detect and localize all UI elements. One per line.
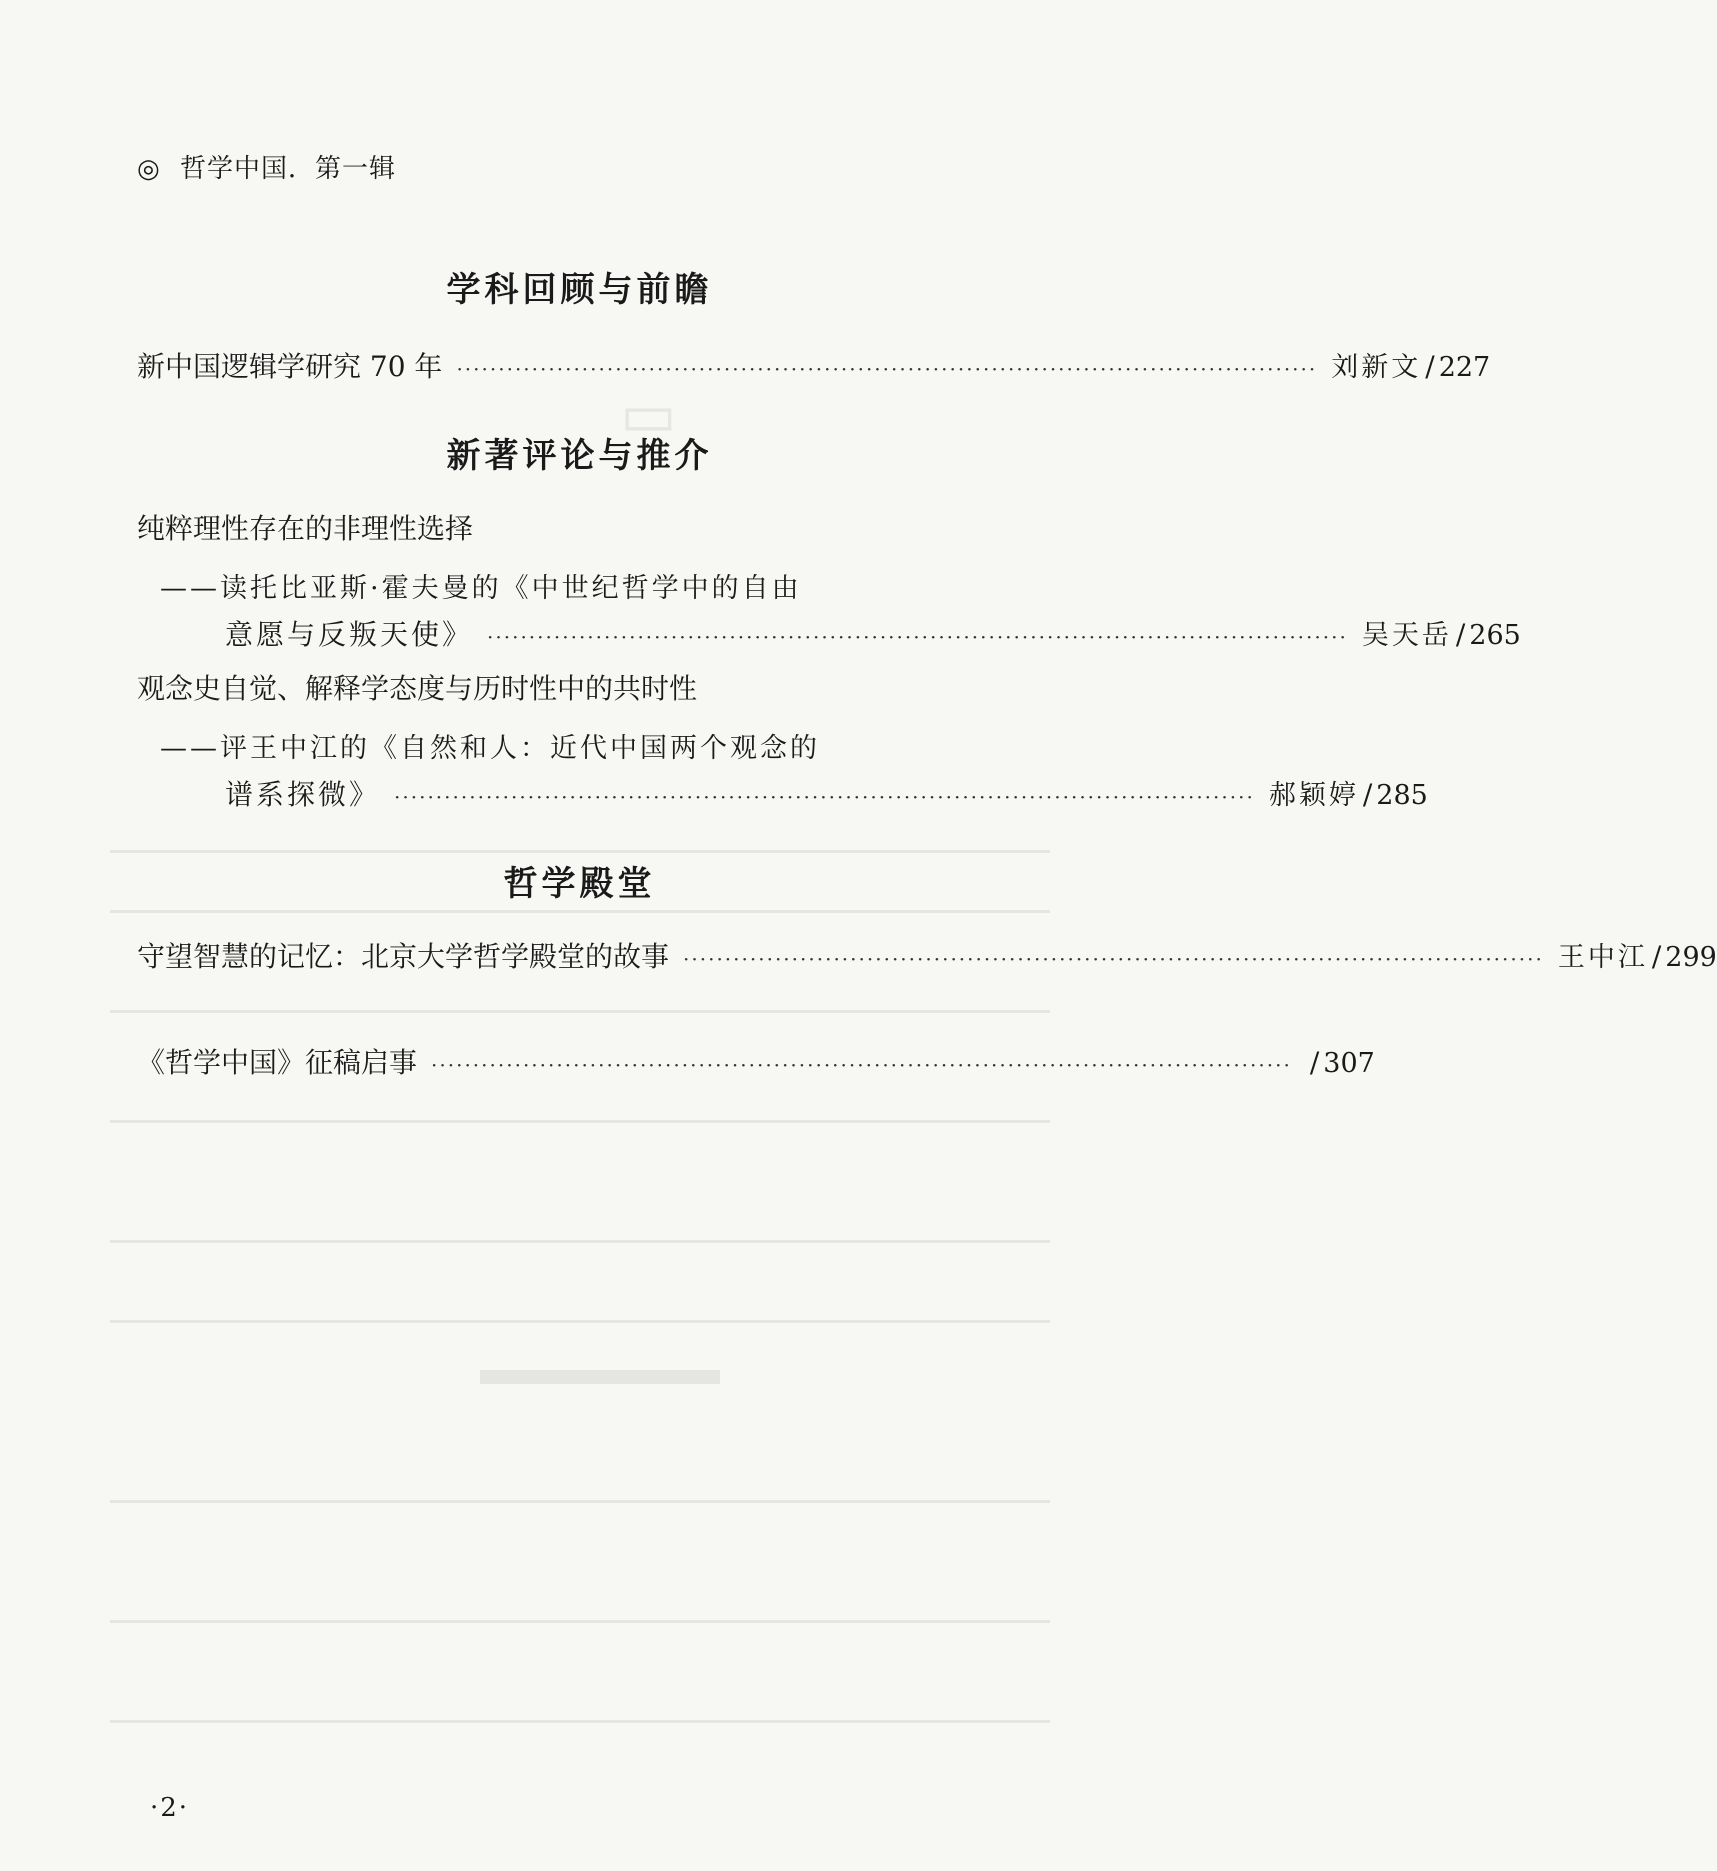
- dot-leader: ·······································································································: [487, 625, 1348, 649]
- header-mark: ◎: [137, 154, 161, 184]
- entry-title: 纯粹理性存在的非理性选择: [137, 512, 474, 545]
- entry-author: 王中江: [1557, 942, 1648, 973]
- entry-author: 刘新文: [1331, 352, 1422, 383]
- dot-leader: ·······································································································: [683, 947, 1544, 971]
- toc-entry-title: [137, 512, 1041, 546]
- toc-entry-title: [137, 672, 1041, 706]
- separator: /: [1309, 1046, 1320, 1079]
- entry-page: 227: [1438, 352, 1491, 383]
- section-heading: 哲学殿堂: [503, 864, 656, 904]
- entry-title: 守望智慧的记忆：北京大学哲学殿堂的故事: [137, 940, 670, 973]
- dot-leader: ·······································································································: [394, 785, 1255, 809]
- toc-entry: [137, 940, 1717, 974]
- entry-page: 285: [1376, 780, 1428, 811]
- entry-title: 新中国逻辑学研究 70 年: [137, 350, 443, 383]
- header-text: 哲学中国．第一辑: [179, 154, 396, 184]
- entry-subtitle-cont: 谱系探微》: [225, 778, 381, 811]
- dot-leader: ·······································································································: [431, 1053, 1292, 1077]
- entry-subtitle-cont: 意愿与反叛天使》: [225, 618, 474, 651]
- separator: /: [1651, 940, 1662, 973]
- section-heading: 新著评论与推介: [446, 436, 713, 476]
- running-header: [137, 148, 396, 185]
- entry-subtitle: ——评王中江的《自然和人：近代中国两个观念的: [160, 733, 820, 764]
- separator: /: [1455, 618, 1466, 651]
- separator: /: [1425, 350, 1435, 383]
- dot-leader: ·······································································································: [456, 357, 1318, 381]
- toc-entry: [137, 350, 1491, 384]
- toc-entry: [137, 1046, 1375, 1080]
- entry-page: 307: [1323, 1048, 1375, 1079]
- toc-entry: [225, 618, 1521, 652]
- entry-author: 吴天岳: [1361, 620, 1452, 651]
- entry-subtitle: ——读托比亚斯·霍夫曼的《中世纪哲学中的自由: [160, 573, 802, 604]
- entry-page: 265: [1469, 620, 1521, 651]
- separator: /: [1362, 778, 1373, 811]
- entry-title: 《哲学中国》征稿启事: [137, 1046, 418, 1079]
- page-number: ·2·: [150, 1793, 190, 1823]
- entry-page: 299: [1665, 942, 1717, 973]
- toc-page: ▭ ◎ 哲学中国．第一辑 学科回顾与前瞻 新中国逻辑学研究 70 年 ······································································································· 刘新文 / 227 新著评论与推介 纯粹理性存在的非理性选择 ——读托比亚斯·霍夫曼的《中世纪哲学中的自由 意愿与反叛天使》 ······································································································· 吴天岳 / 265 观念史自觉、解释学态度与历时性中的共时性 ——评王中江的《自然和人：近代中国两个观念的 谱系探微》 ······································································································· 郝颖婷 / 285 哲学殿堂 守望智慧的记忆：北京大学哲学殿堂的故事 ······································································································· 王中江 / 299 《哲学中国》征稿启事 ······································································································· / 307 ·2·: [0, 0, 1159, 1871]
- toc-entry: [225, 778, 1428, 812]
- section-heading: 学科回顾与前瞻: [446, 270, 713, 310]
- entry-author: 郝颖婷: [1268, 780, 1359, 811]
- entry-title: 观念史自觉、解释学态度与历时性中的共时性: [137, 672, 698, 705]
